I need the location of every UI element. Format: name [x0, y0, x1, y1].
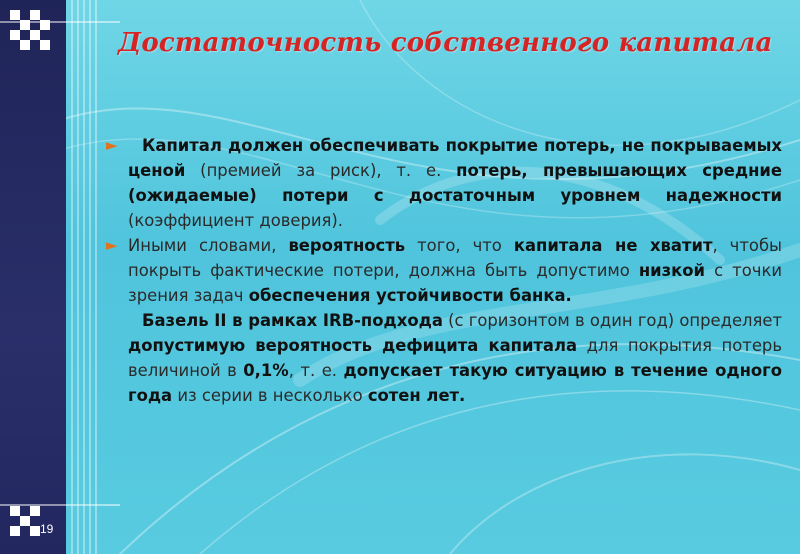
text-bold: капитала не хватит [513, 236, 713, 255]
text-bold: допускает такую ситуацию в течение одного года [128, 361, 782, 405]
text-bold: Капитал должен обеспечивать покрытие потерь, не покрываемых ценой [128, 136, 782, 180]
text-bold: сотен лет. [367, 386, 466, 405]
text-bold: вероятность [288, 236, 406, 255]
page-number: 19 [40, 522, 54, 536]
triangle-bullet-icon: ► [106, 236, 118, 254]
text-bold: обеспечения устойчивости банка. [248, 286, 572, 305]
bullet-paragraph-2 [106, 233, 782, 308]
slide-content [106, 133, 782, 408]
triangle-bullet-icon: ► [106, 136, 118, 154]
vertical-lines-decoration [0, 0, 120, 554]
text-regular: (коэффициент доверия). [128, 211, 343, 230]
text-regular: с точки зрения задач [128, 261, 782, 305]
text-regular: Иными словами, [128, 236, 289, 255]
bullet-paragraph-1 [106, 133, 782, 233]
checker-pattern-bottom [10, 506, 40, 546]
text-regular: из серии в несколько [172, 386, 368, 405]
paragraph-3 [106, 308, 782, 408]
text-bold: 0,1% [243, 361, 289, 380]
text-bold: низкой [638, 261, 706, 280]
slide-title: Достаточность собственного капитала [118, 28, 773, 58]
text-regular: того, что [405, 236, 514, 255]
checker-pattern-top [10, 10, 50, 60]
text-regular: , т. е. [288, 361, 344, 380]
text-bold: потерь, превышающих средние (ожидаемые) потери с достаточным уровнем надежности [128, 161, 782, 205]
text-regular: (премией за риск), т. е. [185, 161, 457, 180]
text-regular: , чтобы покрыть фактические потери, должна быть допустимо [128, 236, 782, 280]
text-bold: допустимую вероятность дефицита капитала [128, 336, 578, 355]
text-bold: Базель II в рамках IRB-подхода [142, 311, 443, 330]
text-regular: для покрытия потерь величиной в [128, 336, 782, 380]
text-regular: (с горизонтом в один год) определяет [442, 311, 783, 330]
